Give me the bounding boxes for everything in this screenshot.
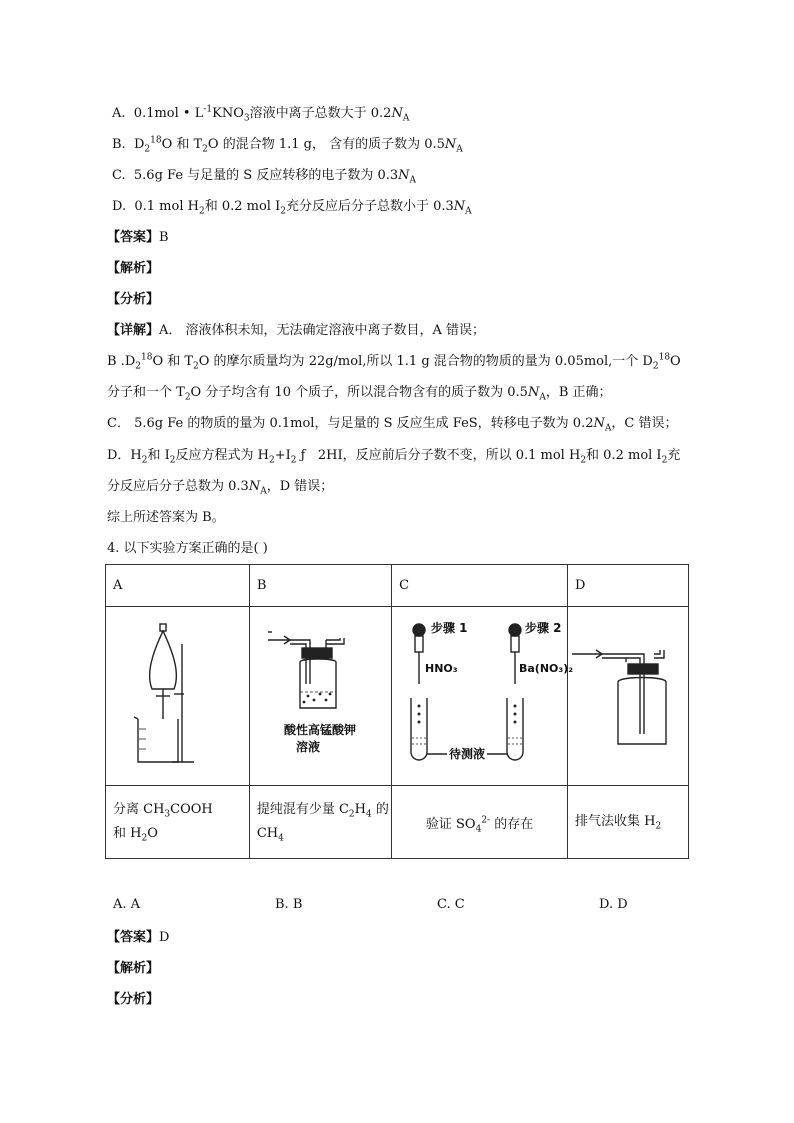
fig-b-label-2: 溶液 bbox=[296, 740, 321, 754]
detail-line-a: 【详解】A． 溶液体积未知，无法确定溶液中离子数目，A 错误； bbox=[107, 323, 486, 338]
option-c: C. 5.6g Fe 与足量的 S 反应转移的电子数为 $0.3N_A$ bbox=[112, 168, 417, 186]
analysis-heading: 【解析】 bbox=[107, 261, 160, 276]
detail-line-b2: 分子和一个 $T_2O$ 分子均含有 10 个质子，所以混合物含有的质子数为 $0.5N_A$，B 正确； bbox=[107, 385, 612, 403]
choice-b: B. B bbox=[275, 897, 303, 912]
detail-line-d2: 分反应后分子总数为 $0.3N_A$，D 错误； bbox=[107, 479, 334, 497]
header-b: B bbox=[249, 565, 391, 607]
gas-wash-bottle-icon bbox=[260, 614, 380, 774]
option-d: D. 0.1 mol $H_2$和 0.2 mol $I_2$充分反应后分子总数小于 $0.3N_A$ bbox=[112, 199, 472, 217]
caption-d: 排气法收集 $H_2$ bbox=[568, 786, 689, 859]
answer-q4: 【答案】D bbox=[107, 930, 170, 945]
figure-d-gas-collection bbox=[568, 607, 689, 786]
detail-summary: 综上所述答案为 B。 bbox=[107, 510, 225, 525]
fig-b-label-1: 酸性高锰酸钾 bbox=[284, 723, 357, 737]
caption-a: 分离 $CH_3COOH$ 和 $H_2O$ bbox=[106, 786, 250, 859]
detail-line-d1: D．$H_2$和 $I_2$反应方程式为 $H_2+I_2$ ƒ 2HI，反应前后分子数不变，所以 0.1 mol $H_2$和 0.2 mol $I_2$充 bbox=[107, 448, 681, 466]
choice-c: C. C bbox=[437, 897, 465, 912]
fig-c-step1: 步骤 1 bbox=[431, 620, 468, 635]
separatory-funnel-icon bbox=[122, 614, 232, 774]
fenxi-heading: 【分析】 bbox=[107, 292, 160, 307]
fig-c-reagent1: HNO₃ bbox=[425, 661, 458, 675]
answer-q3: 【答案】B bbox=[107, 230, 169, 245]
fenxi-heading-2: 【分析】 bbox=[107, 992, 160, 1007]
option-b: B. $D_2^{18}O$ 和 $T_2O$ 的混合物 1.1 g， 含有的质子数为 $0.5N_A$ bbox=[112, 135, 463, 155]
choice-d: D. D bbox=[599, 897, 628, 912]
header-a: A bbox=[106, 565, 250, 607]
header-d: D bbox=[568, 565, 689, 607]
detail-line-b1: B $.D_2^{18}O$ 和 $T_2O$ 的摩尔质量均为 22g/mol,所以 1.1 g 混合物的物质的量为 0.05mol,一个 $D_2^{18}O$ bbox=[107, 352, 681, 372]
figure-a-separatory-funnel bbox=[106, 607, 250, 786]
fig-c-sample: 待测液 bbox=[449, 746, 486, 761]
q4-title: 4. 以下实验方案正确的是( ) bbox=[107, 541, 268, 556]
figure-c-test-tubes bbox=[392, 607, 574, 786]
gas-collection-bottle-icon bbox=[568, 614, 688, 774]
fig-c-step2: 步骤 2 bbox=[525, 620, 562, 635]
figure-b-wash-bottle bbox=[249, 607, 391, 786]
fig-c-reagent2: Ba(NO₃)₂ bbox=[519, 661, 574, 675]
caption-c: 验证 $SO_4^{2-}$ 的存在 bbox=[392, 786, 568, 859]
analysis-heading-2: 【解析】 bbox=[107, 961, 160, 976]
choice-a: A. A bbox=[113, 897, 141, 912]
detail-line-c: C． 5.6g Fe 的物质的量为 0.1mol，与足量的 S 反应生成 FeS，转移电子数为 $0.2N_A$，C 错误； bbox=[107, 416, 678, 434]
header-c: C bbox=[392, 565, 568, 607]
test-tubes-icon bbox=[397, 612, 574, 777]
option-a: A. 0.1mol • $L^{-1}KNO_3$溶液中离子总数大于 $0.2N_A$ bbox=[112, 104, 410, 124]
experiment-table bbox=[105, 564, 689, 859]
caption-b: 提纯混有少量 $C_2H_4$ 的 $CH_4$ bbox=[249, 786, 391, 859]
